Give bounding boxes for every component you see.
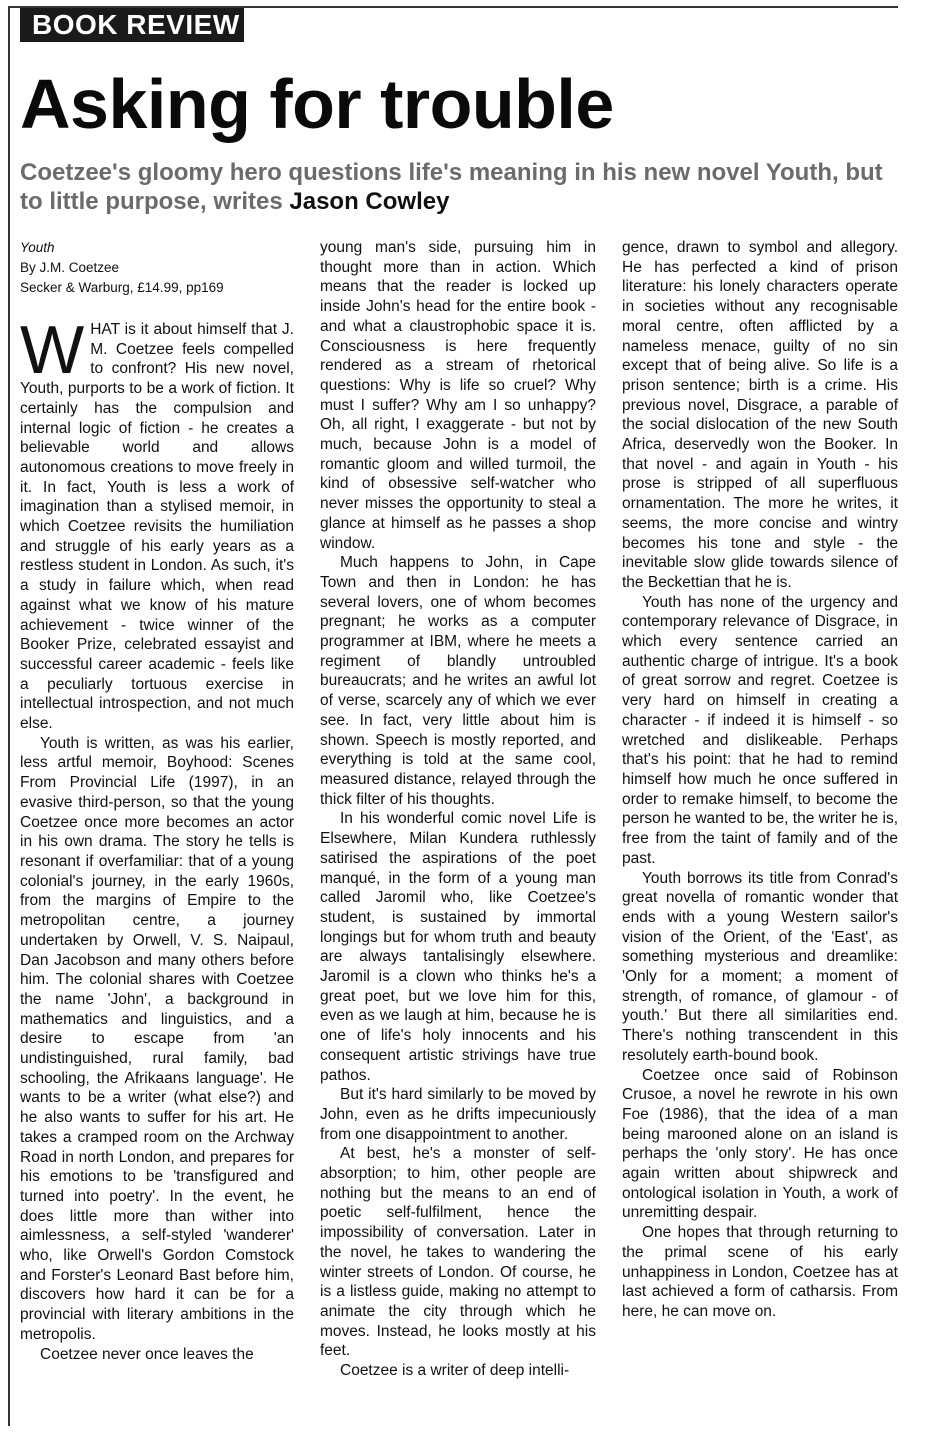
paragraph [20,312,294,734]
book-author: By J.M. Coetzee [20,260,120,275]
section-label: BOOK REVIEW [20,8,244,42]
book-publisher: Secker & Warburg, £14.99, pp169 [20,280,224,295]
book-title: Youth [20,240,55,255]
standfirst [20,158,900,216]
paragraph: In his wonderful comic novel Life is Elsewhere, Milan Kundera ruthlessly satirised the aspirations of the poet manqué, in the form of a young man called Jaromil who, like Coetzee's student, is sustained by immortal longings but for whom truth and beauty are always tantalisingly elsewhere. Jaromil is a clown who thinks he's a great poet, but we love him for this, even as we laugh at him, because he is one of life's holy innocents and his consequent artistic strivings have true pathos. [320,810,596,1084]
byline-author: Jason Cowley [289,188,450,215]
paragraph: Much happens to John, in Cape Town and then in London: he has several lovers, one of whom becomes pregnant; he works as a computer programmer at IBM, where he meets a regiment of blandly untroubled bureaucrats; and he writes an awful lot of verse, scarcely any of which we ever see. In fact, very little about him is shown. Speech is mostly reported, and everything is told at the same cool, measured distance, relayed through the thick filter of his thoughts. [320,554,596,808]
column-2 [320,238,596,1381]
paragraph: Youth has none of the urgency and contemporary relevance of Disgrace, in which every sentence carried an authentic charge of intrigue. It's a book of great sorrow and regret. Coetzee is very hard on himself in creating a character - if indeed it is himself - so wretched and dislikeable. Perhaps that's his point: that he had to remind himself how much he once suffered in order to remake himself, to become the person he wanted to be, the writer he is, free from the taint of family and of the past. [622,593,898,867]
paragraph: One hopes that through returning to the primal scene of his early unhappiness in London, Coetzee has at last achieved a form of catharsis. From here, he can move on. [622,1224,898,1320]
article-body [0,238,929,1438]
paragraph: But it's hard similarly to be moved by John, even as he drifts impecuniously from one disappointment to another. [320,1086,596,1143]
paragraph: Coetzee is a writer of deep intelli- [340,1362,570,1380]
paragraph: Youth is written, as was his earlier, less artful memoir, Boyhood: Scenes From Provincial Life (1997), in an evasive third-person, so that the young Coetzee once more becomes an actor in his own drama. The story he tells is resonant if overfamiliar: that of a young colonial's journey, in the early 1960s, from the margins of Empire to the metropolitan centre, a journey undertaken by Orwell, V. S. Naipaul, Dan Jacobson and many others before him. The colonial shares with Coetzee the name 'John', a background in mathematics and linguistics, and a desire to escape from 'an undistinguished, rural family, bad schooling, the Afrikaans language'. He wants to be a writer (what else?) and he also wants to suffer for his art. He takes a cramped room on the Archway Road in north London, and prepares for his emotions to be 'transfigured and turned into poetry'. In the event, he does little more than wither into aimlessness, a self-styled 'wanderer' who, like Orwell's Gordon Comstock and Forster's Leonard Bast before him, discovers how hard it can be for a provincial with literary ambitions in the metropolis. [20,734,294,1343]
paragraph: Youth borrows its title from Conrad's great novella of romantic wonder that ends with a young Western sailor's vision of the Orient, of the 'East', as something mysterious and dreamlike: 'Only for a moment; a moment of strength, of romance, of glamour - of youth.' But there all similarities end. There's nothing transcendent in this resolutely earth-bound book. [622,869,898,1064]
book-info [20,238,294,298]
column-3 [622,238,898,1322]
paragraph: Coetzee never once leaves the [40,1345,254,1363]
paragraph: gence, drawn to symbol and allegory. He has perfected a kind of prison literature: his lonely characters operate in societies without any recognisable moral centre, often afflicted by a nameless menace, guilty of no sin except that of being alive. So life is a prison sentence; birth is a crime. His previous novel, Disgrace, a parable of the social dislocation of the new South Africa, deservedly won the Booker. In that novel - and again in Youth - his prose is stripped of all superfluous ornamentation. The more he writes, it seems, the more concise and wintry becomes his tone and style - the inevitable slow glide towards silence of the Beckettian that he is. [622,239,898,591]
standfirst-text: Coetzee's gloomy hero questions life's meaning in his new novel Youth, but to little purpose, writes [20,159,883,215]
drop-cap: W [20,312,85,388]
headline: Asking for trouble [20,65,614,143]
paragraph: Coetzee once said of Robinson Crusoe, a novel he rewrote in his own Foe (1986), that the idea of a man being marooned alone on an island is perhaps the 'only story'. He has once again written about shipwreck and ontological isolation in Youth, a work of unremitting despair. [622,1066,898,1222]
column-1 [20,238,294,1364]
paragraph: young man's side, pursuing him in thought more than in action. Which means that the reader is locked up inside John's head for the entire book - and what a claustrophobic space it is. Consciousness is here frequently rendered as a stream of rhetorical questions: Why is life so cruel? Why must I suffer? Why am I so unhappy? Oh, all right, I exaggerate - but not by much, because John is a model of romantic gloom and willed turmoil, the kind of obsessive self-watcher who never misses the opportunity to steal a glance at himself as he passes a shop window. [320,239,596,552]
paragraph-text: HAT is it about himself that J. M. Coetzee feels compelled to confront? His new novel, Youth, purports to be a work of fiction. It certainly has the compulsion and internal logic of fiction - he creates a believable world and allows autonomous creations to move freely in it. In fact, Youth is less a work of imagination than a stylised memoir, in which Coetzee revisits the humiliation and struggle of his early years as a restless student in London. As such, it's a study in failure which, when read against what we know of his mature achievement - twice winner of the Booker Prize, celebrated essayist and successful career academic - feels like a peculiarly tortuous exercise in intellectual introspection, and not much else. [20,321,294,733]
paragraph: At best, he's a monster of self-absorption; to him, other people are nothing but the means to an end of poetic self-fulfilment, hence the impossibility of conversation. Later in the novel, he takes to wandering the winter streets of London. Of course, he is a listless guide, making no attempt to animate the city through which he moves. Instead, he looks mostly at his feet. [320,1145,596,1360]
